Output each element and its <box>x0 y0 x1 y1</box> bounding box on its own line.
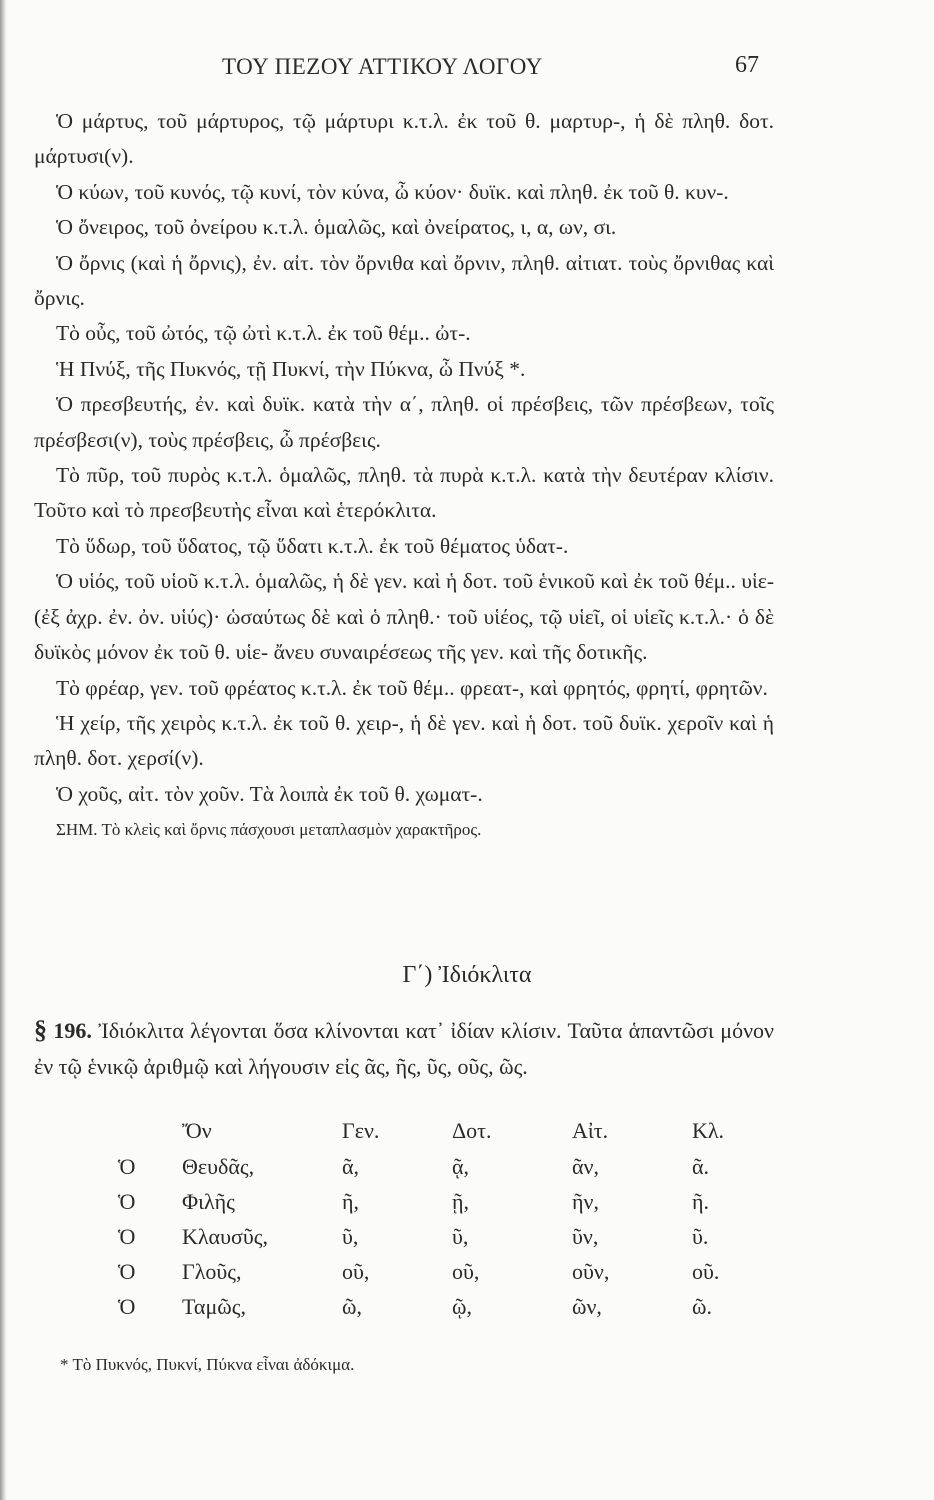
table-row <box>100 1289 740 1324</box>
table-header: Αἰτ. <box>572 1117 609 1143</box>
table-cell: ῶ. <box>692 1293 712 1319</box>
table-cell: Θευδᾶς, <box>182 1153 255 1179</box>
table-cell: ῇ, <box>452 1188 470 1214</box>
table-header: Γεν. <box>342 1117 380 1143</box>
table-cell: ῶ, <box>342 1293 362 1319</box>
table-cell: ᾷ, <box>452 1153 470 1179</box>
table-header: Κλ. <box>692 1117 725 1143</box>
table-cell: οῦ. <box>692 1258 720 1284</box>
declension-table <box>100 1112 740 1324</box>
table-cell: Φιλῆς <box>182 1188 235 1214</box>
paragraph-martys: Ὁ μάρτυς, τοῦ μάρτυρος, τῷ μάρτυρι κ.τ.λ. ἐκ τοῦ θ. μαρτυρ-, ἡ δὲ πληθ. δοτ. μάρτυσι(ν). <box>34 109 774 169</box>
paragraph-pnyx: Ἡ Πνύξ, τῆς Πυκνός, τῇ Πυκνί, τὴν Πύκνα, ὦ Πνύξ *. <box>56 356 526 381</box>
table-cell: Ὁ <box>118 1153 136 1179</box>
table-cell: ῆ. <box>692 1188 710 1214</box>
body-text <box>34 104 774 848</box>
paragraph-cheir: Ἡ χείρ, τῆς χειρὸς κ.τ.λ. ἐκ τοῦ θ. χειρ-, ἡ δὲ γεν. καὶ ἡ δοτ. τοῦ δυϊκ. χεροῖν καὶ ἡ πληθ. δοτ. χερσί(ν). <box>34 710 774 771</box>
running-head: ΤΟΥ ΠΕΖΟΥ ΑΤΤΙΚΟΥ ΛΟΓΟΥ <box>222 54 543 79</box>
table-cell: οῦ, <box>342 1258 370 1284</box>
section-mark: § <box>34 1015 47 1044</box>
table-header <box>100 1112 182 1149</box>
paragraph-kyon: Ὁ κύων, τοῦ κυνός, τῷ κυνί, τὸν κύνα, ὦ κύον· δυϊκ. καὶ πληθ. ἐκ τοῦ θ. κυν-. <box>56 179 729 204</box>
table-cell: Ὁ <box>118 1223 136 1249</box>
section-subheading: Γ΄) Ἰδιόκλιτα <box>402 962 532 988</box>
page-number: 67 <box>735 52 759 78</box>
note: ΣΗΜ. Τὸ κλεὶς καὶ ὄρνις πάσχουσι μεταπλασμὸν χαρακτῆρος. <box>56 820 482 840</box>
paragraph-presbeutes: Ὁ πρεσβευτής, ἐν. καὶ δυϊκ. κατὰ τὴν α΄, πληθ. οἱ πρέσβεις, τῶν πρέσβεων, τοῖς πρέσβεσι(ν), τοὺς πρέσβεις, ὦ πρέσβεις. <box>34 392 774 452</box>
table-header: Ὄν <box>182 1117 212 1143</box>
paragraph-chous: Ὁ χοῦς, αἰτ. τὸν χοῦν. Τὰ λοιπὰ ἐκ τοῦ θ. χωματ-. <box>56 781 483 806</box>
table-row <box>100 1254 740 1289</box>
paragraph-phrear: Τὸ φρέαρ, γεν. τοῦ φρέατος κ.τ.λ. ἐκ τοῦ θέμ.. φρεατ-, καὶ φρητός, φρητί, φρητῶν. <box>56 675 768 700</box>
table-cell: ῆ, <box>342 1188 360 1214</box>
table-row <box>100 1149 740 1184</box>
table-cell: Γλοῦς, <box>182 1258 242 1284</box>
table-cell: ῦ. <box>692 1223 709 1249</box>
paragraph-ous: Τὸ οὖς, τοῦ ὠτός, τῷ ὠτὶ κ.τ.λ. ἐκ τοῦ θέμ.. ὠτ-. <box>56 321 471 346</box>
page-header <box>0 52 934 86</box>
table-cell: ᾶ, <box>342 1153 360 1179</box>
table-cell: Κλαυσῦς, <box>182 1223 268 1249</box>
table-cell: Ὁ <box>118 1188 136 1214</box>
paragraph-hyios: Ὁ υἱός, τοῦ υἱοῦ κ.τ.λ. ὁμαλῶς, ἡ δὲ γεν. καὶ ἡ δοτ. τοῦ ἑνικοῦ καὶ ἐκ τοῦ θέμ.. υἱε- (ἐξ ἀχρ. ἐν. ὀν. υἱύς)· ὡσαύτως δὲ καὶ ὁ πληθ.· τοῦ υἱέος, τῷ υἱεῖ, οἱ υἱεῖς κ.τ.λ.· ὁ δὲ δυϊκὸς μόνον ἐκ τοῦ θ. υἱε- ἄνευ συναιρέσεως τῆς γεν. καὶ τῆς δοτικῆς. <box>34 569 774 665</box>
table-cell: οῦν, <box>572 1258 610 1284</box>
table-header: Δοτ. <box>452 1117 492 1143</box>
table-cell: ῷ, <box>452 1293 472 1319</box>
table-row <box>100 1219 740 1254</box>
table-row <box>100 1184 740 1219</box>
table-cell: οῦ, <box>452 1258 480 1284</box>
paragraph-ornis: Ὁ ὄρνις (καὶ ἡ ὄρνις), ἐν. αἰτ. τὸν ὄρνιθα καὶ ὄρνιν, πληθ. αἰτιατ. τοὺς ὄρνιθας καὶ ὄρνις. <box>34 250 774 311</box>
table-cell: ᾶ. <box>692 1153 710 1179</box>
table-cell: Ὁ <box>118 1293 136 1319</box>
table-cell: ῦ, <box>342 1223 359 1249</box>
table-cell: Ὁ <box>118 1258 136 1284</box>
table-cell: ῦν, <box>572 1223 599 1249</box>
paragraph-oneiros: Ὁ ὄνειρος, τοῦ ὀνείρου κ.τ.λ. ὁμαλῶς, καὶ ὀνείρατος, ι, α, ων, σι. <box>56 215 617 240</box>
section-196 <box>34 1012 774 1085</box>
table-header-row <box>100 1112 740 1149</box>
paragraph-pyr: Τὸ πῦρ, τοῦ πυρὸς κ.τ.λ. ὁμαλῶς, πληθ. τὰ πυρὰ κ.τ.λ. κατὰ τὴν δευτέραν κλίσιν. Τοῦτο καὶ τὸ πρεσβευτὴς εἶναι καὶ ἑτερόκλιτα. <box>34 463 774 523</box>
table-cell: Ταμῶς, <box>182 1293 246 1319</box>
page-binding-edge <box>0 0 7 1500</box>
table-cell: ῆν, <box>572 1188 599 1214</box>
table-cell: ῶν, <box>572 1293 602 1319</box>
section-number: 196. <box>53 1018 92 1043</box>
footnote: * Τὸ Πυκνός, Πυκνί, Πύκνα εἶναι ἀδόκιμα. <box>60 1355 355 1374</box>
section-body: Ἰδιόκλιτα λέγονται ὅσα κλίνονται κατ᾽ ἰδίαν κλίσιν. Ταῦτα ἁπαντῶσι μόνον ἐν τῷ ἑνικῷ ἀριθμῷ καὶ λήγουσιν εἰς ᾶς, ῆς, ῦς, οῦς, ῶς. <box>34 1018 774 1079</box>
paragraph-hydor: Τὸ ὕδωρ, τοῦ ὕδατος, τῷ ὕδατι κ.τ.λ. ἐκ τοῦ θέματος ὑδατ-. <box>56 533 569 558</box>
table-cell: ῦ, <box>452 1223 469 1249</box>
table-cell: ᾶν, <box>572 1153 599 1179</box>
